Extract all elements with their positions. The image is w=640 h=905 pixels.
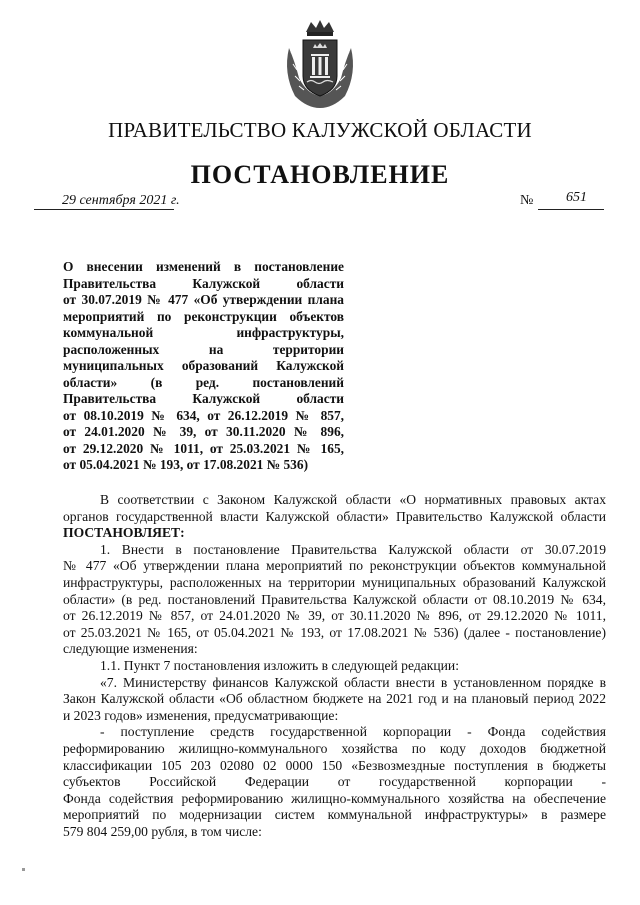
subject-line: от 30.07.2019 № 477 «Об утверждении плана (63, 292, 344, 307)
subject-line: Правительства Калужской области (63, 275, 344, 291)
body-line: реформированию жилищно-коммунального хозяйства по коду доходов бюджетной (63, 740, 606, 756)
document-subject (63, 259, 344, 474)
document-body (63, 492, 606, 840)
body-line: 1. Внести в постановление Правительства Калужской области от 30.07.2019 (100, 541, 606, 557)
subject-line: коммунальной инфраструктуры, (63, 325, 344, 340)
body-line: от 25.03.2021 № 165, от 05.04.2021 № 193, от 17.08.2021 № 536) (далее - постановление) (63, 624, 606, 640)
body-line: и 2023 годов» изменения, предусматривающие: (63, 707, 339, 723)
body-line: классификации 105 203 02080 02 0000 150 «Безвозмездные поступления в бюджеты (63, 757, 606, 773)
body-line: Фонда содействия реформированию жилищно-коммунального хозяйства на обеспечение (63, 790, 606, 806)
body-line: В соответствии с Законом Калужской области «О нормативных правовых актах (100, 492, 606, 507)
subject-line: О внесении изменений в постановление (63, 259, 344, 274)
subject-line: от 08.10.2019 № 634, от 26.12.2019 № 857, (63, 407, 344, 423)
document-date: 29 сентября 2021 г. (62, 193, 180, 208)
subject-line: от 05.04.2021 № 193, от 17.08.2021 № 536) (63, 457, 309, 472)
government-title: ПРАВИТЕЛЬСТВО КАЛУЖСКОЙ ОБЛАСТИ (108, 118, 532, 142)
body-line: Закон Калужской области «Об областном бюджете на 2021 год и на плановый период 2022 (63, 691, 606, 707)
subject-line: расположенных на территории (63, 341, 344, 357)
document-number: 651 (566, 190, 587, 205)
body-line: ПОСТАНОВЛЯЕТ: (63, 525, 185, 541)
subject-line: от 29.12.2020 № 1011, от 25.03.2021 № 165, (63, 440, 344, 456)
subject-line: муниципальных образований Калужской (63, 358, 344, 373)
subject-line: Правительства Калужской области (63, 391, 344, 406)
subject-line: от 24.01.2020 № 39, от 30.11.2020 № 896, (63, 424, 344, 439)
body-line: 579 804 259,00 рубля, в том числе: (63, 823, 262, 839)
body-line: области» (в ред. постановлений Правительства Калужской области от 08.10.2019 № 634, (63, 591, 606, 607)
body-line: органов государственной власти Калужской области» Правительство Калужской области (63, 508, 606, 524)
number-label: № (520, 193, 534, 208)
coat-of-arms-icon (281, 18, 359, 110)
date-underline (34, 209, 174, 210)
body-line: следующие изменения: (63, 641, 198, 657)
scan-mark (22, 868, 25, 871)
body-line: инфраструктуры, расположенных на территории муниципальных образований Калужской (63, 574, 606, 590)
subject-line: области» (в ред. постановлений (63, 374, 344, 390)
body-line: № 477 «Об утверждении плана мероприятий по реконструкции объектов коммунальной (63, 558, 606, 574)
body-line: «7. Министерству финансов Калужской области внести в установленном порядке в (100, 674, 606, 690)
body-line: от 26.12.2019 № 857, от 24.01.2020 № 39, от 30.11.2020 № 896, от 29.12.2020 № 1011, (63, 608, 606, 624)
body-line: мероприятий по модернизации систем коммунальной инфраструктуры» в размере (63, 807, 606, 823)
number-underline (538, 209, 604, 210)
body-line: субъектов Российской Федерации от государственной корпорации - (63, 774, 606, 790)
subject-line: мероприятий по реконструкции объектов (63, 308, 344, 324)
document-type-title: ПОСТАНОВЛЕНИЕ (190, 160, 450, 189)
body-line: - поступление средств государственной корпорации - Фонда содействия (100, 724, 606, 740)
body-line: 1.1. Пункт 7 постановления изложить в следующей редакции: (100, 657, 459, 673)
